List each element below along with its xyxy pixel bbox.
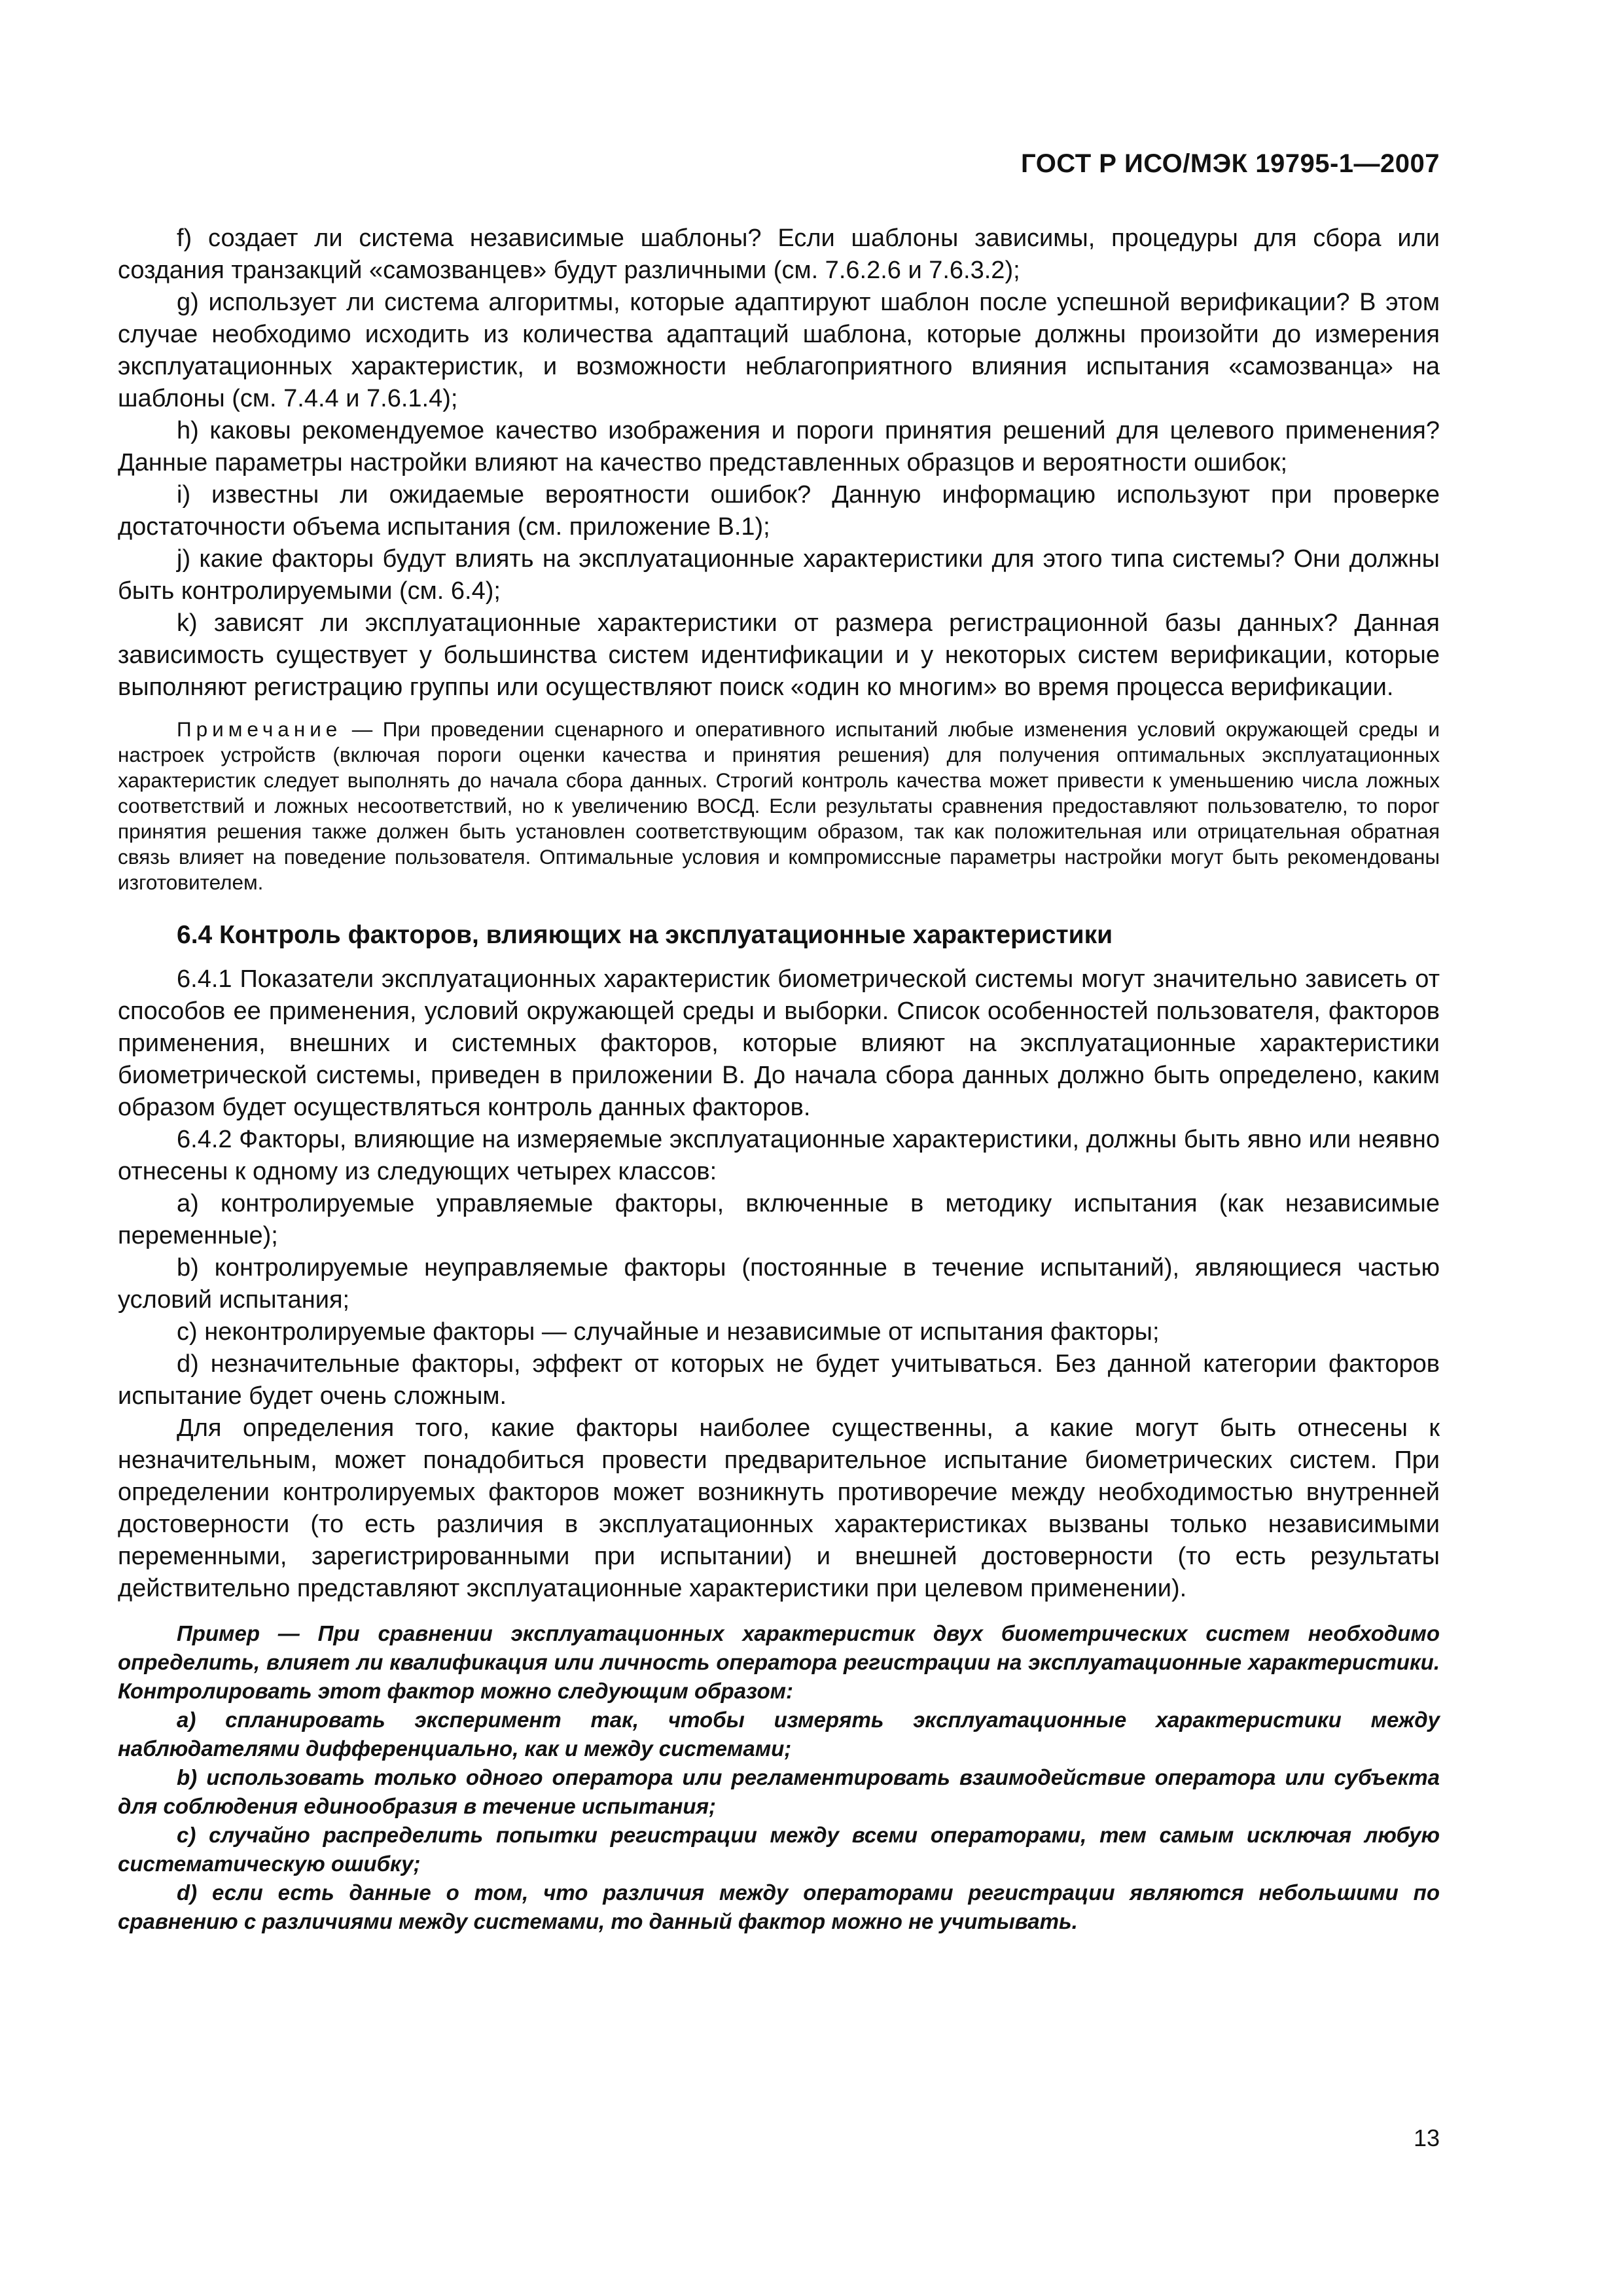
- list-item-g: g) использует ли система алгоритмы, которые адаптируют шаблон после успешной верификации? В этом случае необходимо исходить из количества адаптаций шаблона, которые должны произойти до измерения эксплуатационных характеристик, и возможности неблагоприятного влияния испытания «самозванца» на шаблоны (см. 7.4.4 и 7.6.1.4);: [118, 289, 1440, 412]
- example-item-c: c) случайно распределить попытки регистрации между всеми операторами, тем самым исключая любую систематическую ошибку;: [118, 1823, 1440, 1876]
- section-paragraph-6-4-2: 6.4.2 Факторы, влияющие на измеряемые эксплуатационные характеристики, должны быть явно или неявно отнесены к одному из следующих четырех классов:: [118, 1126, 1440, 1185]
- example-intro: Пример — При сравнении эксплуатационных характеристик двух биометрических систем необходимо определить, влияет ли квалификация или личность оператора регистрации на эксплуатационные характеристики. Контролировать этот фактор можно следующим образом:: [118, 1621, 1440, 1703]
- section-paragraph-6-4-1: 6.4.1 Показатели эксплуатационных характеристик биометрической системы могут значительно зависеть от способов ее применения, условий окружающей среды и выборки. Список особенностей пользователя, факторов применения, внешних и системных факторов, которые влияют на эксплуатационные характеристики биометрической системы, приведен в приложении В. До начала сбора данных должно быть определено, каким образом будет осуществляться контроль данных факторов.: [118, 965, 1440, 1121]
- list-item-i: i) известны ли ожидаемые вероятности ошибок? Данную информацию используют при проверке достаточности объема испытания (см. приложение В.1);: [118, 481, 1440, 541]
- document-page: [118, 0, 1440, 2296]
- factor-class-b: b) контролируемые неуправляемые факторы (постоянные в течение испытаний), являющиеся частью условий испытания;: [118, 1254, 1440, 1314]
- example-item-a: а) спланировать эксперимент так, чтобы измерять эксплуатационные характеристики между наблюдателями дифференциально, как и между системами;: [118, 1708, 1440, 1761]
- page-number: 13: [1413, 2125, 1440, 2151]
- list-item-h: h) каковы рекомендуемое качество изображения и пороги принятия решений для целевого применения? Данные параметры настройки влияют на качество представленных образцов и вероятности ошибок;: [118, 417, 1440, 476]
- note-label: Примечание: [177, 717, 342, 741]
- document-header-id: ГОСТ Р ИСО/МЭК 19795-1—2007: [1021, 149, 1440, 178]
- factor-class-a: a) контролируемые управляемые факторы, включенные в методику испытания (как независимые переменные);: [118, 1190, 1440, 1249]
- note-text: — При проведении сценарного и оперативного испытаний любые изменения условий окружающей среды и настроек устройств (включая пороги оценки качества и принятия решения) для получения оптимальных эксплуатационных характеристик следует выполнять до начала сбора данных. Строгий контроль качества может привести к уменьшению числа ложных соответствий и ложных несоответствий, но к увеличению ВОСД. Если результаты сравнения предоставляют пользователю, то порог принятия решения также должен быть установлен соответствующим образом, так как положительная или отрицательная обратная связь влияет на поведение пользователя. Оптимальные условия и компромиссные параметры настройки могут быть рекомендованы изготовителем.: [118, 717, 1440, 894]
- section-paragraph-validity: Для определения того, какие факторы наиболее существенны, а какие могут быть отнесены к незначительным, может понадобиться провести предварительное испытание биометрических систем. При определении контролируемых факторов может возникнуть противоречие между необходимостью внутренней достоверности (то есть различия в эксплуатационных характеристиках вызваны только независимыми переменными, зарегистрированными при испытании) и внешней достоверности (то есть результаты действительно представляют эксплуатационные характеристики при целевом применении).: [118, 1414, 1440, 1602]
- factor-class-d: d) незначительные факторы, эффект от которых не будет учитываться. Без данной категории факторов испытание будет очень сложным.: [118, 1350, 1440, 1410]
- note-paragraph: [118, 717, 1440, 895]
- example-item-d: d) если есть данные о том, что различия между операторами регистрации являются небольшими по сравнению с различиями между системами, то данный фактор можно не учитывать.: [118, 1880, 1440, 1933]
- section-heading: 6.4 Контроль факторов, влияющих на эксплуатационные характеристики: [177, 921, 1113, 949]
- example-block: [118, 1619, 1440, 1936]
- list-item-k: k) зависят ли эксплуатационные характеристики от размера регистрационной базы данных? Данная зависимость существует у большинства систем идентификации и у некоторых систем верификации, которые выполняют регистрацию группы или осуществляют поиск «один ко многим» во время процесса верификации.: [118, 609, 1440, 701]
- page-content: [118, 223, 1440, 1936]
- factor-class-c: c) неконтролируемые факторы — случайные и независимые от испытания факторы;: [177, 1318, 1160, 1346]
- list-item-f: f) создает ли система независимые шаблоны? Если шаблоны зависимы, процедуры для сбора или создания транзакций «самозванцев» будут различными (см. 7.6.2.6 и 7.6.3.2);: [118, 224, 1440, 284]
- example-item-b: b) использовать только одного оператора или регламентировать взаимодействие оператора или субъекта для соблюдения единообразия в течение испытания;: [118, 1765, 1440, 1818]
- list-item-j: j) какие факторы будут влиять на эксплуатационные характеристики для этого типа системы? Они должны быть контролируемыми (см. 6.4);: [118, 545, 1440, 605]
